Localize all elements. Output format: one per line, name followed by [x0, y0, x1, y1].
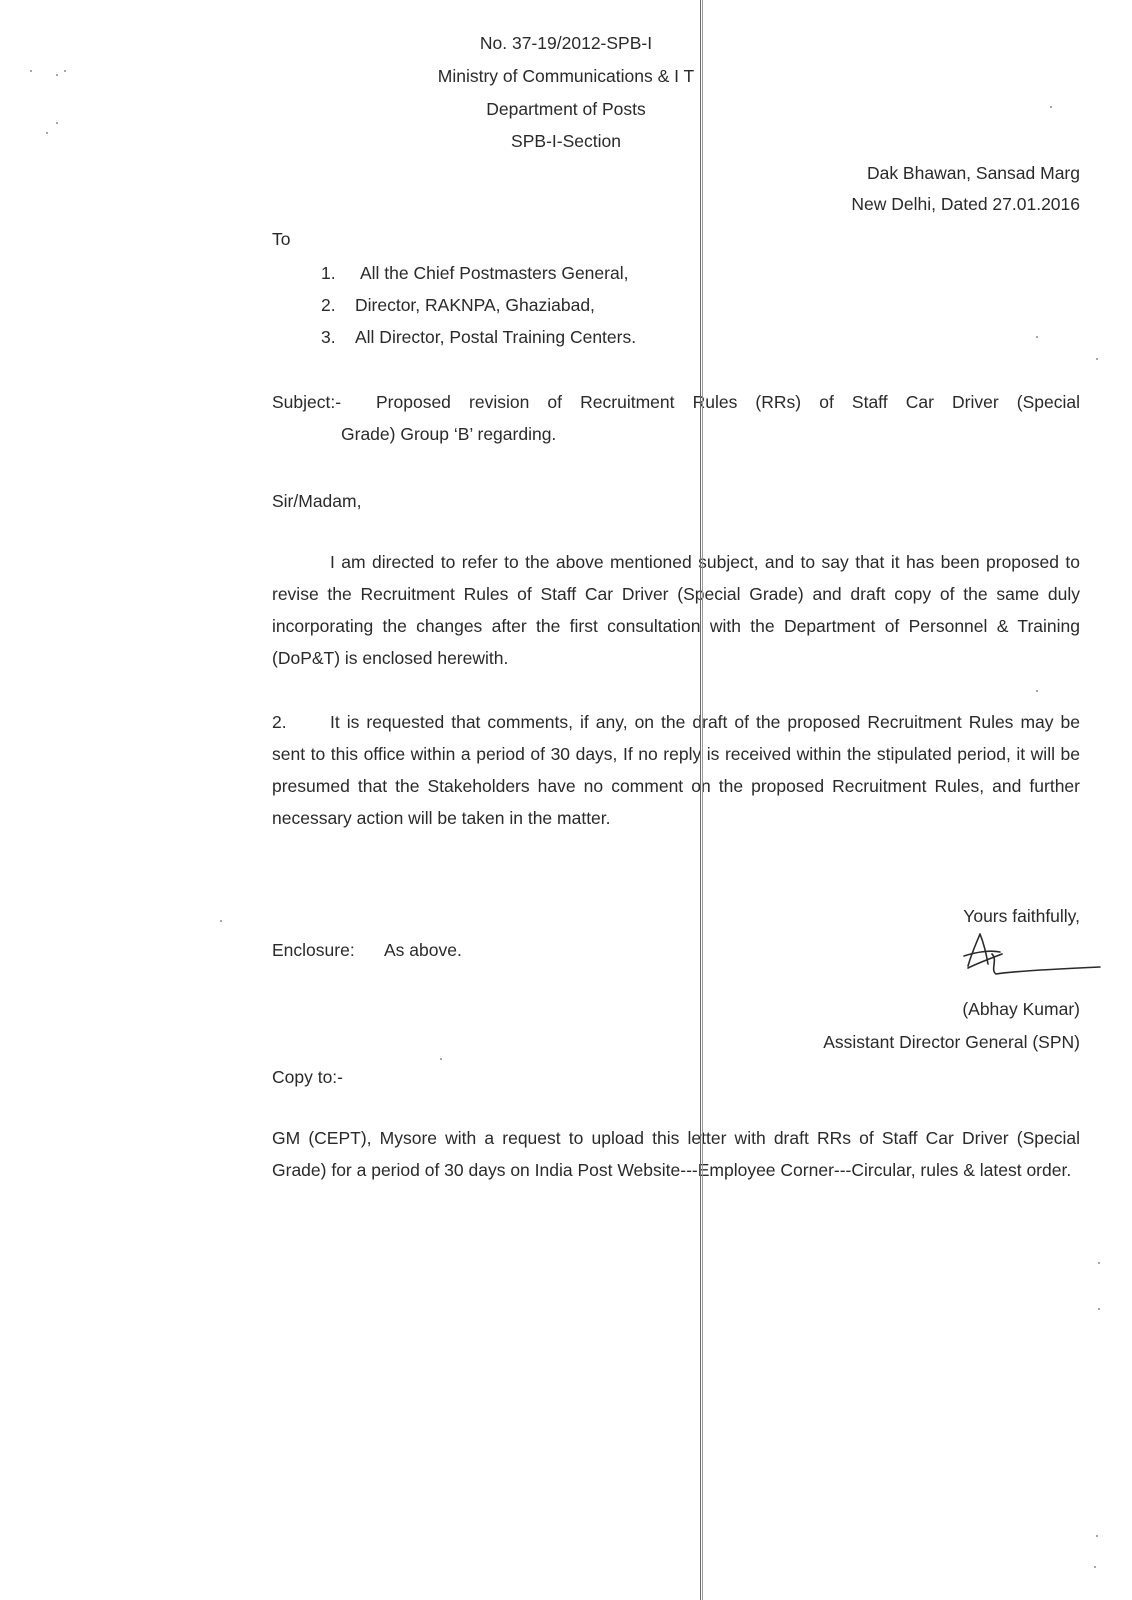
letter-date: New Delhi, Dated 27.01.2016: [851, 194, 1080, 214]
enclosure-value: As above.: [384, 940, 462, 960]
signatory-name: (Abhay Kumar): [962, 999, 1080, 1019]
scan-speck: [56, 74, 58, 76]
scan-speck: [56, 122, 58, 124]
recipient-number: 3.: [321, 327, 336, 347]
paragraph-number: 2.: [272, 712, 287, 732]
enclosure-label: Enclosure:: [272, 940, 355, 960]
recipient-number: 1.: [321, 263, 336, 283]
subject-line-2: Grade) Group ‘B’ regarding.: [341, 424, 557, 444]
scan-speck: [1094, 1566, 1096, 1568]
subject-label: Subject:-: [272, 392, 342, 412]
recipient-item: All Director, Postal Training Centers.: [355, 327, 637, 347]
signature-mark: [962, 930, 1102, 990]
subject-line-1: Proposed revision of Recruitment Rules (RRs) of Staff Car Driver (Special: [376, 392, 1080, 412]
scan-speck: [1050, 106, 1052, 108]
office-address: Dak Bhawan, Sansad Marg: [866, 163, 1080, 183]
scan-speck: [1096, 358, 1098, 360]
scan-speck: [1036, 690, 1038, 692]
ministry-name: Ministry of Communications & I T: [437, 66, 695, 86]
department-name: Department of Posts: [486, 99, 646, 119]
scan-speck: [64, 70, 66, 72]
salutation: Sir/Madam,: [272, 491, 362, 511]
to-label: To: [272, 229, 291, 249]
scan-speck: [440, 1058, 442, 1060]
copy-to-text: GM (CEPT), Mysore with a request to upload this letter with draft RRs of Staff Car Driver (Special Grade) for a period of 30 days on India Post Website---Employee Corner---Circular, rules & latest order.: [272, 1128, 1080, 1180]
scan-speck: [46, 132, 48, 134]
scan-speck: [220, 920, 222, 922]
copy-to-label: Copy to:-: [272, 1067, 343, 1087]
recipient-item: Director, RAKNPA, Ghaziabad,: [355, 295, 595, 315]
file-number: No. 37-19/2012-SPB-I: [479, 33, 653, 53]
scan-speck: [1036, 336, 1038, 338]
signatory-designation: Assistant Director General (SPN): [823, 1032, 1080, 1052]
recipient-number: 2.: [321, 295, 336, 315]
body-paragraph-2: It is requested that comments, if any, on the draft of the proposed Recruitment Rules may be sent to this office within a period of 30 days, If no reply is received within the stipulated period, it will be presumed that the Stakeholders have no comment on the proposed Recruitment Rules, and further necessary action will be taken in the matter.: [272, 712, 1080, 828]
scan-line-artifact: [700, 0, 703, 1600]
recipient-item: All the Chief Postmasters General,: [360, 263, 629, 283]
scan-speck: [30, 70, 32, 72]
scan-speck: [1098, 1308, 1100, 1310]
body-paragraph-1: I am directed to refer to the above mentioned subject, and to say that it has been proposed to revise the Recruitment Rules of Staff Car Driver (Special Grade) and draft copy of the same duly incorporating the changes after the first consultation with the Department of Personnel & Training (DoP&T) is enclosed herewith.: [272, 552, 1080, 668]
scan-speck: [1098, 1262, 1100, 1264]
scan-speck: [1096, 1535, 1098, 1537]
closing: Yours faithfully,: [963, 906, 1080, 926]
section-name: SPB-I-Section: [511, 131, 621, 151]
